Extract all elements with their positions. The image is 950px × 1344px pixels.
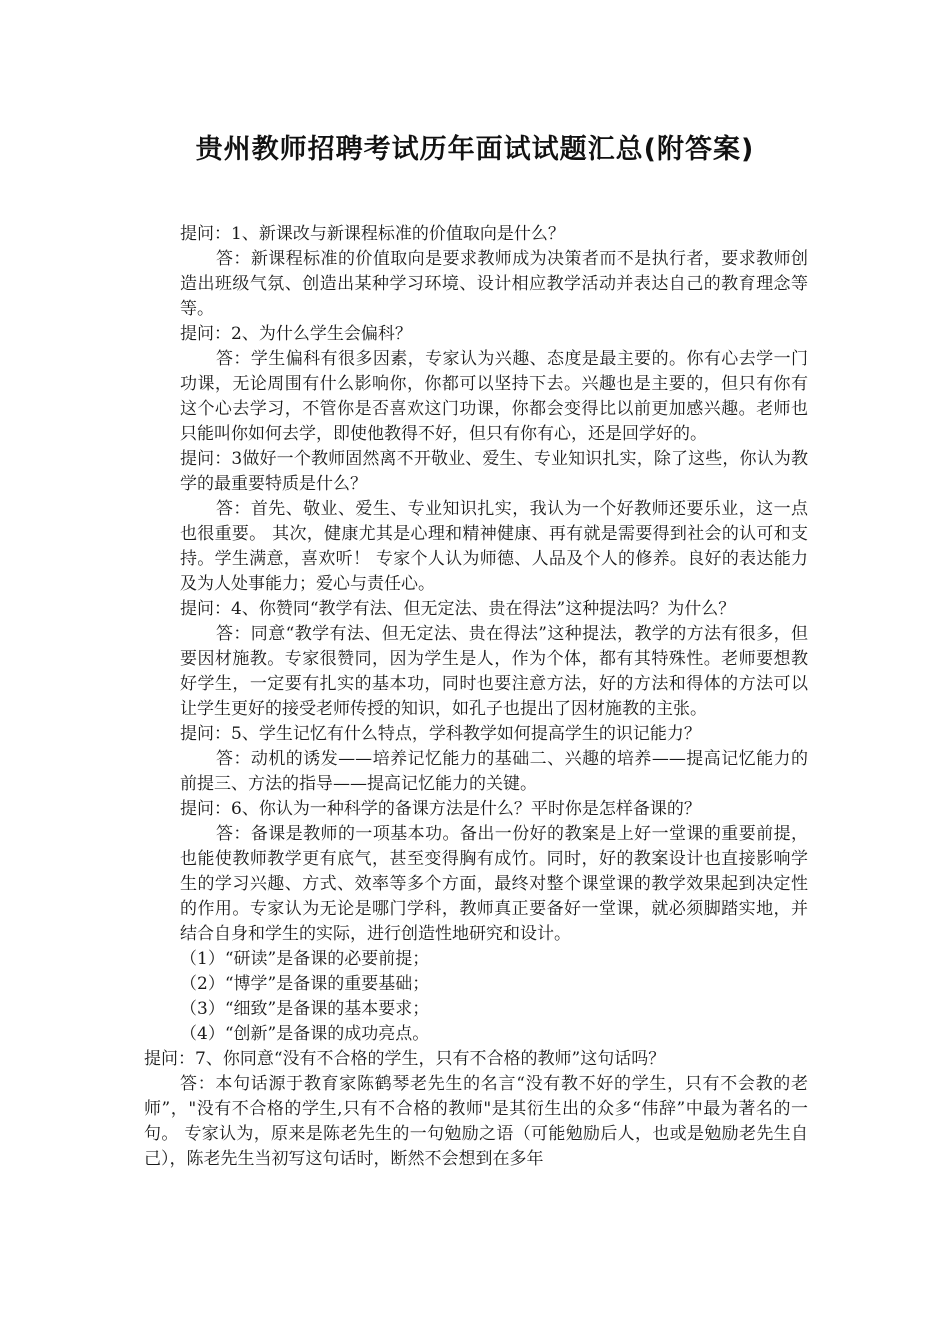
list-item: （3）“细致”是备课的基本要求； <box>180 999 430 1019</box>
answer-5: 答：动机的诱发——培养记忆能力的基础二、兴趣的培养——提高记忆能力的前提三、方法的指导——提高记忆能力的关键。 <box>180 749 808 794</box>
question-7: 提问：7、你同意“没有不合格的学生，只有不合格的教师”这句话吗？ <box>144 1049 666 1069</box>
question-4: 提问：4、你赞同“教学有法、但无定法、贵在得法”这种提法吗？为什么？ <box>180 599 736 619</box>
document-body <box>144 222 808 1172</box>
answer-4: 答：同意“教学有法、但无定法、贵在得法”这种提法，教学的方法有很多，但要因材施教。专家很赞同，因为学生是人，作为个体，都有其特殊性。老师要想教好学生，一定要有扎实的基本功，同时也要注意方法，好的方法和得体的方法可以让学生更好的接受老师传授的知识，如孔子也提出了因材施教的主张。 <box>180 624 808 719</box>
question-3: 提问：3做好一个教师固然离不开敬业、爱生、专业知识扎实，除了这些，你认为教学的最重要特质是什么？ <box>180 449 808 494</box>
question-6: 提问：6、你认为一种科学的备课方法是什么？平时你是怎样备课的？ <box>180 799 701 819</box>
page-title: 贵州教师招聘考试历年面试试题汇总(附答案) <box>195 134 755 165</box>
list-item: （4）“创新”是备课的成功亮点。 <box>180 1024 430 1044</box>
question-5: 提问：5、学生记忆有什么特点，学科教学如何提高学生的识记能力？ <box>180 724 701 744</box>
answer-3: 答：首先、敬业、爱生、专业知识扎实，我认为一个好教师还要乐业，这一点也很重要。 其次，健康尤其是心理和精神健康、再有就是需要得到社会的认可和支持。学生满意，喜欢听！ 专家个人认为师德、人品及个人的修养。良好的表达能力及为人处事能力；爱心与责任心。 <box>180 499 808 594</box>
question-1: 提问：1、新课改与新课程标准的价值取向是什么？ <box>180 224 565 244</box>
list-item: （1）“研读”是备课的必要前提； <box>180 949 430 969</box>
list-item: （2）“博学”是备课的重要基础； <box>180 974 430 994</box>
question-2: 提问：2、为什么学生会偏科？ <box>180 324 412 344</box>
answer-7: 答：本句话源于教育家陈鹤琴老先生的名言“没有教不好的学生，只有不会教的老师”，"没有不合格的学生,只有不合格的教师"是其衍生出的众多“伟辞”中最为著名的一句。 专家认为，原来是陈老先生的一句勉励之语（可能勉励后人，也或是勉励老先生自己），陈老先生当初写这句话时，断然不会想到在多年 <box>144 1074 808 1169</box>
answer-1: 答：新课程标准的价值取向是要求教师成为决策者而不是执行者，要求教师创造出班级气氛、创造出某种学习环境、设计相应教学活动并表达自己的教育理念等等。 <box>180 249 808 319</box>
answer-2: 答：学生偏科有很多因素，专家认为兴趣、态度是最主要的。你有心去学一门功课，无论周围有什么影响你，你都可以坚持下去。兴趣也是主要的，但只有你有这个心去学习，不管你是否喜欢这门功课，你都会变得比以前更加感兴趣。老师也只能叫你如何去学，即使他教得不好，但只有你有心，还是回学好的。 <box>180 349 808 444</box>
answer-6: 答：备课是教师的一项基本功。备出一份好的教案是上好一堂课的重要前提，也能使教师教学更有底气，甚至变得胸有成竹。同时，好的教案设计也直接影响学生的学习兴趣、方式、效率等多个方面，最终对整个课堂课的教学效果起到决定性的作用。专家认为无论是哪门学科，教师真正要备好一堂课，就必须脚踏实地，并结合自身和学生的实际，进行创造性地研究和设计。 <box>180 824 808 944</box>
